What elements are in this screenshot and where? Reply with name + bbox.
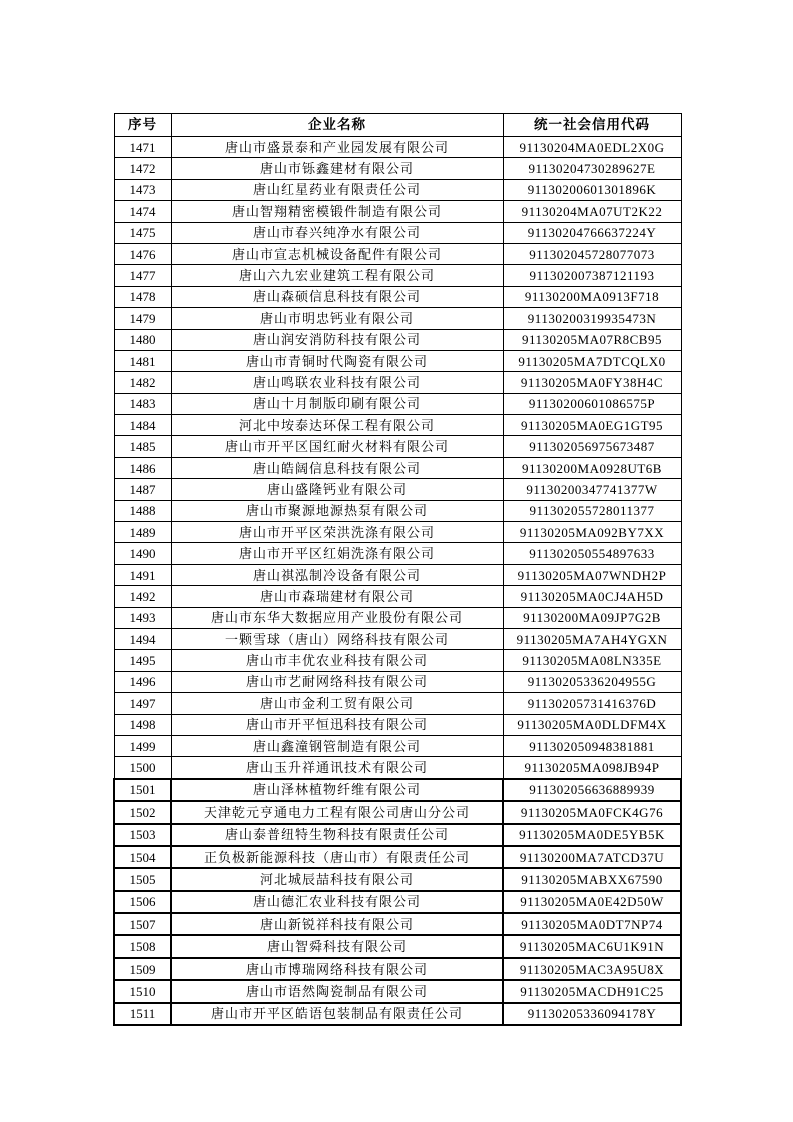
serial-number-cell: 1476 <box>114 243 171 264</box>
credit-code-cell: 91130205MA0CJ4AH5D <box>503 586 681 607</box>
serial-number-cell: 1488 <box>114 500 171 521</box>
serial-number-cell: 1475 <box>114 222 171 243</box>
table-row <box>114 779 681 801</box>
company-name-cell: 唐山十月制版印刷有限公司 <box>171 393 503 414</box>
credit-code-cell: 91130200347741377W <box>503 479 681 500</box>
table-row <box>114 415 681 436</box>
table-row <box>114 891 681 913</box>
credit-code-cell: 911302045728077073 <box>503 243 681 264</box>
serial-number-cell: 1510 <box>114 980 171 1002</box>
company-name-cell: 唐山红星药业有限责任公司 <box>171 179 503 200</box>
serial-number-cell: 1508 <box>114 935 171 957</box>
credit-code-cell: 91130205MACDH91C25 <box>503 980 681 1002</box>
serial-number-cell: 1486 <box>114 457 171 478</box>
company-name-cell: 唐山泽林植物纤维有限公司 <box>171 779 503 801</box>
credit-code-cell: 911302007387121193 <box>503 265 681 286</box>
credit-code-cell: 91130205MA098JB94P <box>503 757 681 779</box>
company-name-cell: 唐山市开平区皓语包装制品有限责任公司 <box>171 1003 503 1025</box>
table-row <box>114 671 681 692</box>
company-name-cell: 唐山森硕信息科技有限公司 <box>171 286 503 307</box>
table-row <box>114 179 681 200</box>
serial-number-cell: 1491 <box>114 564 171 585</box>
serial-number-cell: 1505 <box>114 868 171 890</box>
serial-number-cell: 1484 <box>114 415 171 436</box>
serial-number-cell: 1495 <box>114 650 171 671</box>
company-name-cell: 唐山市开平区荣洪洗涤有限公司 <box>171 522 503 543</box>
credit-code-cell: 91130200601086575P <box>503 393 681 414</box>
company-name-cell: 唐山市铄鑫建材有限公司 <box>171 158 503 179</box>
credit-code-cell: 911302055728011377 <box>503 500 681 521</box>
serial-number-cell: 1479 <box>114 308 171 329</box>
credit-code-cell: 911302056636889939 <box>503 779 681 801</box>
serial-number-cell: 1481 <box>114 350 171 371</box>
credit-code-cell: 91130205MA092BY7XX <box>503 522 681 543</box>
company-name-cell: 唐山市开平恒迅科技有限公司 <box>171 714 503 735</box>
table-row <box>114 158 681 179</box>
company-name-cell: 唐山皓阔信息科技有限公司 <box>171 457 503 478</box>
table-row <box>114 457 681 478</box>
credit-code-cell: 91130205MA07R8CB95 <box>503 329 681 350</box>
credit-code-cell: 91130205336204955G <box>503 671 681 692</box>
table-row <box>114 913 681 935</box>
credit-code-cell: 91130205MAC6U1K91N <box>503 935 681 957</box>
serial-number-cell: 1509 <box>114 958 171 980</box>
table-row <box>114 243 681 264</box>
table-row <box>114 735 681 756</box>
table-row <box>114 329 681 350</box>
serial-number-cell: 1471 <box>114 137 171 158</box>
credit-code-cell: 91130200319935473N <box>503 308 681 329</box>
table-row <box>114 201 681 222</box>
serial-number-cell: 1503 <box>114 824 171 846</box>
table-row <box>114 958 681 980</box>
company-name-cell: 唐山市艺耐网络科技有限公司 <box>171 671 503 692</box>
table-row <box>114 500 681 521</box>
credit-code-cell: 91130204MA0EDL2X0G <box>503 137 681 158</box>
credit-code-cell: 911302050948381881 <box>503 735 681 756</box>
credit-code-cell: 91130205MA0FCK4G76 <box>503 801 681 823</box>
credit-code-cell: 91130205MAC3A95U8X <box>503 958 681 980</box>
table-row <box>114 714 681 735</box>
table-row <box>114 286 681 307</box>
serial-number-cell: 1472 <box>114 158 171 179</box>
company-name-cell: 唐山市宣志机械设备配件有限公司 <box>171 243 503 264</box>
company-name-cell: 唐山市开平区国红耐火材料有限公司 <box>171 436 503 457</box>
company-name-cell: 唐山智翔精密模锻件制造有限公司 <box>171 201 503 222</box>
serial-number-cell: 1490 <box>114 543 171 564</box>
company-name-cell: 唐山市金利工贸有限公司 <box>171 693 503 714</box>
credit-code-cell: 91130204730289627E <box>503 158 681 179</box>
credit-code-cell: 91130205731416376D <box>503 693 681 714</box>
table-row <box>114 543 681 564</box>
credit-code-cell: 91130205MA0DT7NP74 <box>503 913 681 935</box>
serial-number-cell: 1504 <box>114 846 171 868</box>
serial-number-cell: 1482 <box>114 372 171 393</box>
serial-number-cell: 1489 <box>114 522 171 543</box>
credit-code-cell: 91130205MA7AH4YGXN <box>503 628 681 649</box>
serial-number-cell: 1485 <box>114 436 171 457</box>
table-row <box>114 137 681 158</box>
company-name-cell: 一颗雪球（唐山）网络科技有限公司 <box>171 628 503 649</box>
company-name-cell: 天津乾元亨通电力工程有限公司唐山分公司 <box>171 801 503 823</box>
serial-number-cell: 1492 <box>114 586 171 607</box>
company-name-cell: 唐山新锐祥科技有限公司 <box>171 913 503 935</box>
company-name-cell: 唐山六九宏业建筑工程有限公司 <box>171 265 503 286</box>
serial-number-cell: 1497 <box>114 693 171 714</box>
company-name-cell: 唐山泰普纽特生物科技有限责任公司 <box>171 824 503 846</box>
table-row <box>114 846 681 868</box>
serial-number-cell: 1507 <box>114 913 171 935</box>
company-name-cell: 正负极新能源科技（唐山市）有限责任公司 <box>171 846 503 868</box>
serial-number-cell: 1474 <box>114 201 171 222</box>
company-name-cell: 唐山德汇农业科技有限公司 <box>171 891 503 913</box>
credit-code-cell: 91130205MA0EG1GT95 <box>503 415 681 436</box>
company-name-cell: 唐山市聚源地源热泵有限公司 <box>171 500 503 521</box>
table-header <box>114 114 681 137</box>
table-row <box>114 586 681 607</box>
table-row <box>114 628 681 649</box>
table-row <box>114 607 681 628</box>
company-name-cell: 唐山市东华大数据应用产业股份有限公司 <box>171 607 503 628</box>
company-name-cell: 唐山玉升祥通讯技术有限公司 <box>171 757 503 779</box>
serial-number-cell: 1487 <box>114 479 171 500</box>
serial-number-cell: 1496 <box>114 671 171 692</box>
table-row <box>114 308 681 329</box>
table-row <box>114 1003 681 1025</box>
company-name-cell: 唐山祺泓制冷设备有限公司 <box>171 564 503 585</box>
serial-number-cell: 1478 <box>114 286 171 307</box>
credit-code-cell: 91130200601301896K <box>503 179 681 200</box>
credit-code-cell: 91130200MA0928UT6B <box>503 457 681 478</box>
serial-number-cell: 1499 <box>114 735 171 756</box>
company-name-cell: 唐山市语然陶瓷制品有限公司 <box>171 980 503 1002</box>
credit-code-cell: 911302050554897633 <box>503 543 681 564</box>
table-row <box>114 980 681 1002</box>
credit-code-cell: 911302056975673487 <box>503 436 681 457</box>
table-row <box>114 350 681 371</box>
table-row <box>114 824 681 846</box>
table-row <box>114 564 681 585</box>
table-row <box>114 372 681 393</box>
credit-code-cell: 91130204766637224Y <box>503 222 681 243</box>
credit-code-cell: 91130205MA0E42D50W <box>503 891 681 913</box>
serial-number-cell: 1511 <box>114 1003 171 1025</box>
serial-number-cell: 1501 <box>114 779 171 801</box>
header-row <box>114 114 681 137</box>
serial-number-cell: 1477 <box>114 265 171 286</box>
header-serial-number: 序号 <box>114 114 171 137</box>
table-row <box>114 801 681 823</box>
credit-code-cell: 91130205MA08LN335E <box>503 650 681 671</box>
table-sheet <box>113 113 682 1026</box>
serial-number-cell: 1498 <box>114 714 171 735</box>
credit-code-cell: 91130200MA0913F718 <box>503 286 681 307</box>
table-row <box>114 222 681 243</box>
company-name-cell: 唐山润安消防科技有限公司 <box>171 329 503 350</box>
company-name-cell: 河北中垵泰达环保工程有限公司 <box>171 415 503 436</box>
company-name-cell: 唐山鸣联农业科技有限公司 <box>171 372 503 393</box>
company-name-cell: 唐山智舜科技有限公司 <box>171 935 503 957</box>
serial-number-cell: 1506 <box>114 891 171 913</box>
table-row <box>114 757 681 779</box>
company-name-cell: 唐山盛隆钙业有限公司 <box>171 479 503 500</box>
serial-number-cell: 1494 <box>114 628 171 649</box>
credit-code-cell: 91130200MA09JP7G2B <box>503 607 681 628</box>
credit-code-cell: 91130205MA0FY38H4C <box>503 372 681 393</box>
company-name-cell: 唐山市森瑞建材有限公司 <box>171 586 503 607</box>
credit-code-cell: 91130204MA07UT2K22 <box>503 201 681 222</box>
serial-number-cell: 1483 <box>114 393 171 414</box>
company-name-cell: 唐山鑫潼钢管制造有限公司 <box>171 735 503 756</box>
header-company-name: 企业名称 <box>171 114 503 137</box>
company-name-cell: 唐山市博瑞网络科技有限公司 <box>171 958 503 980</box>
company-name-cell: 唐山市明忠钙业有限公司 <box>171 308 503 329</box>
credit-code-cell: 91130200MA7ATCD37U <box>503 846 681 868</box>
company-name-cell: 河北城辰喆科技有限公司 <box>171 868 503 890</box>
credit-code-cell: 91130205MA0DE5YB5K <box>503 824 681 846</box>
table-row <box>114 265 681 286</box>
table-row <box>114 935 681 957</box>
table-row <box>114 650 681 671</box>
company-name-cell: 唐山市盛景泰和产业园发展有限公司 <box>171 137 503 158</box>
table-body <box>114 137 681 1026</box>
table-row <box>114 693 681 714</box>
serial-number-cell: 1480 <box>114 329 171 350</box>
company-name-cell: 唐山市开平区红娟洗涤有限公司 <box>171 543 503 564</box>
serial-number-cell: 1500 <box>114 757 171 779</box>
company-credit-code-table <box>113 113 682 1026</box>
header-credit-code: 统一社会信用代码 <box>503 114 681 137</box>
credit-code-cell: 91130205MA0DLDFM4X <box>503 714 681 735</box>
company-name-cell: 唐山市青铜时代陶瓷有限公司 <box>171 350 503 371</box>
serial-number-cell: 1493 <box>114 607 171 628</box>
company-name-cell: 唐山市丰优农业科技有限公司 <box>171 650 503 671</box>
serial-number-cell: 1502 <box>114 801 171 823</box>
table-row <box>114 522 681 543</box>
table-row <box>114 393 681 414</box>
credit-code-cell: 91130205336094178Y <box>503 1003 681 1025</box>
credit-code-cell: 91130205MA07WNDH2P <box>503 564 681 585</box>
credit-code-cell: 91130205MA7DTCQLX0 <box>503 350 681 371</box>
credit-code-cell: 91130205MABXX67590 <box>503 868 681 890</box>
serial-number-cell: 1473 <box>114 179 171 200</box>
table-row <box>114 479 681 500</box>
company-name-cell: 唐山市春兴纯净水有限公司 <box>171 222 503 243</box>
table-row <box>114 436 681 457</box>
table-row <box>114 868 681 890</box>
